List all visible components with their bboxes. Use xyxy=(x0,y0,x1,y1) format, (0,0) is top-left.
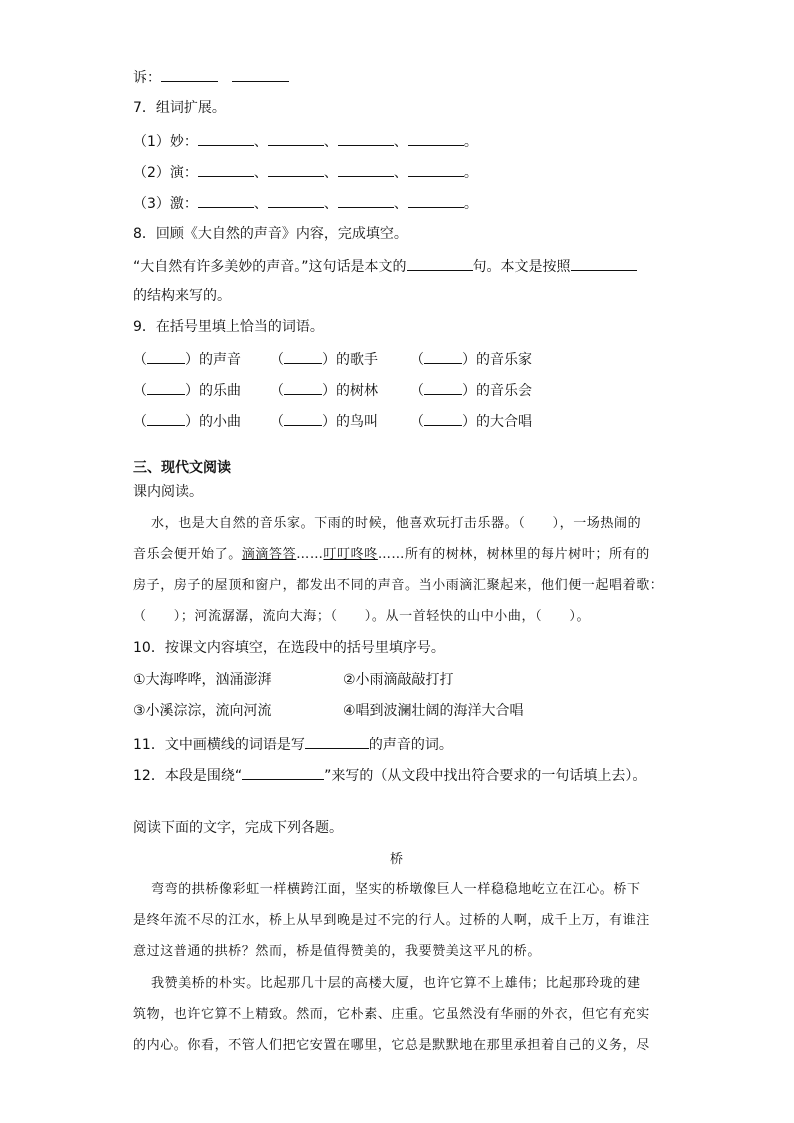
blank[interactable] xyxy=(424,379,462,395)
blank[interactable] xyxy=(198,192,254,208)
lparen: （ xyxy=(133,383,147,399)
q8-line-2: 的结构来写的。 xyxy=(133,288,231,304)
q7-row-3 xyxy=(133,192,478,214)
passage-line: 的内心。你看，不管人们把它安置在哪里，它总是默默地在那里承担着自己的义务，尽 xyxy=(133,1038,650,1053)
q9-word: 的乐曲 xyxy=(199,383,241,399)
rparen: ） xyxy=(462,352,476,368)
blank[interactable] xyxy=(268,161,324,177)
q9-item xyxy=(410,410,532,432)
blank[interactable] xyxy=(268,192,324,208)
q9-word: 的音乐家 xyxy=(476,352,532,368)
dun: 、 xyxy=(393,196,408,212)
q9-item xyxy=(270,410,378,432)
blank[interactable] xyxy=(338,161,394,177)
blank[interactable] xyxy=(571,255,637,271)
rparen: ） xyxy=(322,352,336,368)
blank[interactable] xyxy=(408,161,464,177)
blank[interactable] xyxy=(147,410,185,426)
dun: 、 xyxy=(393,134,408,150)
rparen: ） xyxy=(185,352,199,368)
q9-title: 9．在括号里填上恰当的词语。 xyxy=(133,319,324,335)
q12-line xyxy=(133,764,646,786)
blank[interactable] xyxy=(161,66,218,82)
lparen: （ xyxy=(270,383,284,399)
lparen: （ xyxy=(410,383,424,399)
dun: 、 xyxy=(253,196,268,212)
q7-row-2 xyxy=(133,161,478,183)
blank[interactable] xyxy=(424,410,462,426)
q9-word: 的歌手 xyxy=(336,352,378,368)
blank[interactable] xyxy=(338,192,394,208)
rparen: ） xyxy=(322,383,336,399)
q9-word: 的大合唱 xyxy=(476,414,532,430)
q9-word: 的小曲 xyxy=(199,414,241,430)
blank[interactable] xyxy=(408,130,464,146)
q9-item xyxy=(133,410,241,432)
passage-line: 是终年流不尽的江水，桥上从早到晚是过不完的行人。过桥的人啊，成千上万，有谁注 xyxy=(133,913,650,928)
rparen: ） xyxy=(322,414,336,430)
passage-line: 筑物，也许它算不上精致。然而，它朴素、庄重。它虽然没有华丽的外衣，但它有充实 xyxy=(133,1007,650,1022)
lparen: （ xyxy=(133,352,147,368)
dun: 、 xyxy=(323,165,338,181)
q12-text: 12．本段是围绕“ xyxy=(133,768,243,784)
dun: 、 xyxy=(323,134,338,150)
q9-item xyxy=(270,379,378,401)
reading-intro: 阅读下面的文字，完成下列各题。 xyxy=(133,820,343,836)
q10-title: 10．按课文内容填空，在选段中的括号里填序号。 xyxy=(133,640,445,656)
q9-item xyxy=(270,348,378,370)
blank[interactable] xyxy=(147,348,185,364)
q10-option-2: ②小雨滴敲敲打打 xyxy=(343,672,454,688)
q6-tail-line xyxy=(133,66,289,88)
q10-option-1: ①大海哗哗，汹涌澎湃 xyxy=(133,672,272,688)
blank[interactable] xyxy=(147,379,185,395)
q7-num: （1） xyxy=(133,134,170,150)
q9-item xyxy=(410,348,532,370)
period: 。 xyxy=(463,134,478,150)
q7-char: 激： xyxy=(169,196,198,212)
q11-text: 的声音的词。 xyxy=(368,737,453,753)
q7-num: （2） xyxy=(133,165,170,181)
blank[interactable] xyxy=(284,379,322,395)
dun: 、 xyxy=(393,165,408,181)
section-heading: 三、现代文阅读 xyxy=(133,460,231,476)
q7-char: 妙： xyxy=(169,134,198,150)
q9-word: 的树林 xyxy=(336,383,378,399)
lparen: （ xyxy=(270,414,284,430)
blank[interactable] xyxy=(407,255,473,271)
q8-text: “大自然有许多美妙的声音。”这句话是本文的 xyxy=(133,259,407,275)
q7-title: 7．组词扩展。 xyxy=(133,100,226,116)
rparen: ） xyxy=(462,383,476,399)
lparen: （ xyxy=(270,352,284,368)
rparen: ） xyxy=(185,414,199,430)
rparen: ） xyxy=(462,414,476,430)
q7-num: （3） xyxy=(133,196,170,212)
blank[interactable] xyxy=(284,410,322,426)
q6-tail-label: 诉： xyxy=(133,70,161,86)
blank[interactable] xyxy=(424,348,462,364)
passage-line: 意过这普通的拱桥？然而，桥是值得赞美的，我要赞美这平凡的桥。 xyxy=(133,944,542,959)
q8-text: 句。本文是按照 xyxy=(472,259,571,275)
dun: 、 xyxy=(253,134,268,150)
passage-text: 音乐会便开始了。 xyxy=(133,547,242,562)
passage-line: 水，也是大自然的音乐家。下雨的时候，他喜欢玩打击乐器。（ ），一场热闹的 xyxy=(151,516,642,531)
blank[interactable] xyxy=(338,130,394,146)
section-subheading: 课内阅读。 xyxy=(133,484,203,500)
underlined-word: 叮叮咚咚 xyxy=(323,547,378,562)
q11-line xyxy=(133,733,453,755)
q11-text: 11．文中画横线的词语是写 xyxy=(133,737,305,753)
lparen: （ xyxy=(410,352,424,368)
passage-text: …… xyxy=(296,547,324,562)
rparen: ） xyxy=(185,383,199,399)
q7-row-1 xyxy=(133,130,478,152)
dun: 、 xyxy=(323,196,338,212)
dun: 、 xyxy=(253,165,268,181)
q12-text: ”来写的（从文段中找出符合要求的一句话填上去）。 xyxy=(324,768,647,784)
blank[interactable] xyxy=(408,192,464,208)
q8-line-1 xyxy=(133,255,637,277)
lparen: （ xyxy=(133,414,147,430)
blank[interactable] xyxy=(284,348,322,364)
q9-item xyxy=(133,379,241,401)
period: 。 xyxy=(463,165,478,181)
passage-line: 我赞美桥的朴实。比起那几十层的高楼大厦，也许它算不上雄伟；比起那玲珑的建 xyxy=(151,976,641,991)
q9-word: 的声音 xyxy=(199,352,241,368)
q7-char: 演： xyxy=(169,165,198,181)
blank[interactable] xyxy=(232,66,289,82)
passage-line xyxy=(133,545,650,565)
passage-line: 弯弯的拱桥像彩虹一样横跨江面，坚实的桥墩像巨人一样稳稳地屹立在江心。桥下 xyxy=(151,882,641,897)
underlined-word: 滴滴答答 xyxy=(241,547,297,562)
passage-line: （ ）；河流潺潺，流向大海；（ ）。从一首轻快的山中小曲，（ ）。 xyxy=(133,609,591,624)
blank[interactable] xyxy=(268,130,324,146)
q9-word: 的音乐会 xyxy=(476,383,532,399)
passage-line: 房子，房子的屋顶和窗户，都发出不同的声音。当小雨滴汇聚起来，他们便一起唱着歌： xyxy=(133,578,664,593)
passage-text: ……所有的树林，树林里的每片树叶；所有的 xyxy=(377,547,650,562)
q9-item xyxy=(410,379,532,401)
q9-word: 的鸟叫 xyxy=(336,414,378,430)
blank[interactable] xyxy=(242,764,324,780)
q10-option-4: ④唱到波澜壮阔的海洋大合唱 xyxy=(343,703,524,719)
q10-option-3: ③小溪淙淙，流向河流 xyxy=(133,703,272,719)
blank[interactable] xyxy=(198,130,254,146)
q9-item xyxy=(133,348,241,370)
blank[interactable] xyxy=(198,161,254,177)
q8-title: 8．回顾《大自然的声音》内容，完成填空。 xyxy=(133,226,408,242)
period: 。 xyxy=(463,196,478,212)
lparen: （ xyxy=(410,414,424,430)
reading-title: 桥 xyxy=(390,852,404,867)
blank[interactable] xyxy=(305,733,369,749)
